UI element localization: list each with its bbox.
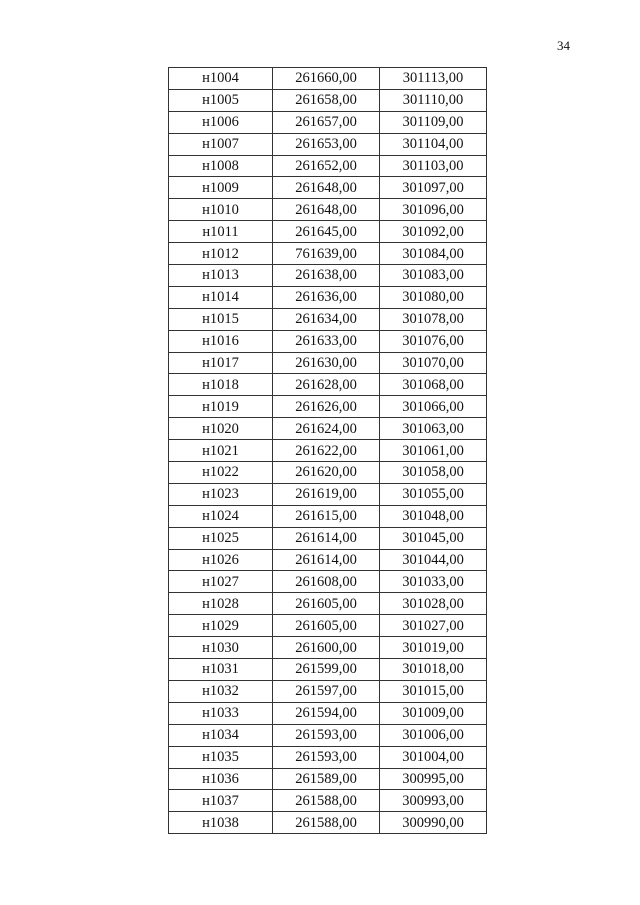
point-id-cell: н1022 <box>169 462 273 484</box>
table-row <box>169 637 487 659</box>
x-coordinate-cell: 261645,00 <box>273 221 380 243</box>
y-coordinate-cell: 301055,00 <box>380 483 487 505</box>
y-coordinate-cell: 301109,00 <box>380 111 487 133</box>
x-coordinate-cell: 261648,00 <box>273 177 380 199</box>
x-coordinate-cell: 261636,00 <box>273 286 380 308</box>
table-row <box>169 790 487 812</box>
y-coordinate-cell: 301092,00 <box>380 221 487 243</box>
point-id-cell: н1009 <box>169 177 273 199</box>
x-coordinate-cell: 261588,00 <box>273 812 380 834</box>
point-id-cell: н1006 <box>169 111 273 133</box>
table-row <box>169 133 487 155</box>
point-id-cell: н1011 <box>169 221 273 243</box>
x-coordinate-cell: 261626,00 <box>273 396 380 418</box>
table-row <box>169 221 487 243</box>
table-row <box>169 265 487 287</box>
table-row <box>169 812 487 834</box>
y-coordinate-cell: 301070,00 <box>380 352 487 374</box>
y-coordinate-cell: 301044,00 <box>380 549 487 571</box>
point-id-cell: н1029 <box>169 615 273 637</box>
table-row <box>169 155 487 177</box>
point-id-cell: н1025 <box>169 527 273 549</box>
table-row <box>169 505 487 527</box>
point-id-cell: н1037 <box>169 790 273 812</box>
x-coordinate-cell: 261638,00 <box>273 265 380 287</box>
x-coordinate-cell: 261624,00 <box>273 418 380 440</box>
x-coordinate-cell: 761639,00 <box>273 243 380 265</box>
point-id-cell: н1026 <box>169 549 273 571</box>
point-id-cell: н1004 <box>169 68 273 90</box>
y-coordinate-cell: 301103,00 <box>380 155 487 177</box>
table-row <box>169 702 487 724</box>
x-coordinate-cell: 261600,00 <box>273 637 380 659</box>
x-coordinate-cell: 261620,00 <box>273 462 380 484</box>
x-coordinate-cell: 261597,00 <box>273 680 380 702</box>
point-id-cell: н1012 <box>169 243 273 265</box>
x-coordinate-cell: 261634,00 <box>273 308 380 330</box>
y-coordinate-cell: 301078,00 <box>380 308 487 330</box>
x-coordinate-cell: 261658,00 <box>273 89 380 111</box>
y-coordinate-cell: 300995,00 <box>380 768 487 790</box>
table-row <box>169 615 487 637</box>
x-coordinate-cell: 261614,00 <box>273 549 380 571</box>
point-id-cell: н1014 <box>169 286 273 308</box>
point-id-cell: н1019 <box>169 396 273 418</box>
y-coordinate-cell: 301009,00 <box>380 702 487 724</box>
table-row <box>169 527 487 549</box>
x-coordinate-cell: 261608,00 <box>273 571 380 593</box>
y-coordinate-cell: 301061,00 <box>380 440 487 462</box>
y-coordinate-cell: 301019,00 <box>380 637 487 659</box>
y-coordinate-cell: 301058,00 <box>380 462 487 484</box>
y-coordinate-cell: 300993,00 <box>380 790 487 812</box>
coordinates-table-body <box>169 68 487 834</box>
x-coordinate-cell: 261657,00 <box>273 111 380 133</box>
point-id-cell: н1016 <box>169 330 273 352</box>
y-coordinate-cell: 301015,00 <box>380 680 487 702</box>
table-row <box>169 724 487 746</box>
table-row <box>169 746 487 768</box>
point-id-cell: н1013 <box>169 265 273 287</box>
page-number: 34 <box>557 38 570 53</box>
point-id-cell: н1018 <box>169 374 273 396</box>
x-coordinate-cell: 261630,00 <box>273 352 380 374</box>
x-coordinate-cell: 261660,00 <box>273 68 380 90</box>
table-row <box>169 68 487 90</box>
x-coordinate-cell: 261628,00 <box>273 374 380 396</box>
y-coordinate-cell: 301027,00 <box>380 615 487 637</box>
point-id-cell: н1023 <box>169 483 273 505</box>
table-row <box>169 680 487 702</box>
point-id-cell: н1034 <box>169 724 273 746</box>
x-coordinate-cell: 261615,00 <box>273 505 380 527</box>
point-id-cell: н1010 <box>169 199 273 221</box>
x-coordinate-cell: 261653,00 <box>273 133 380 155</box>
point-id-cell: н1027 <box>169 571 273 593</box>
point-id-cell: н1021 <box>169 440 273 462</box>
y-coordinate-cell: 301097,00 <box>380 177 487 199</box>
x-coordinate-cell: 261633,00 <box>273 330 380 352</box>
table-row <box>169 396 487 418</box>
point-id-cell: н1008 <box>169 155 273 177</box>
table-row <box>169 659 487 681</box>
point-id-cell: н1032 <box>169 680 273 702</box>
y-coordinate-cell: 301006,00 <box>380 724 487 746</box>
point-id-cell: н1036 <box>169 768 273 790</box>
table-row <box>169 308 487 330</box>
y-coordinate-cell: 301104,00 <box>380 133 487 155</box>
y-coordinate-cell: 301048,00 <box>380 505 487 527</box>
point-id-cell: н1015 <box>169 308 273 330</box>
table-row <box>169 286 487 308</box>
table-row <box>169 593 487 615</box>
y-coordinate-cell: 301018,00 <box>380 659 487 681</box>
x-coordinate-cell: 261593,00 <box>273 746 380 768</box>
x-coordinate-cell: 261589,00 <box>273 768 380 790</box>
y-coordinate-cell: 301068,00 <box>380 374 487 396</box>
y-coordinate-cell: 301063,00 <box>380 418 487 440</box>
y-coordinate-cell: 301083,00 <box>380 265 487 287</box>
table-row <box>169 768 487 790</box>
table-row <box>169 483 487 505</box>
y-coordinate-cell: 301033,00 <box>380 571 487 593</box>
y-coordinate-cell: 301066,00 <box>380 396 487 418</box>
x-coordinate-cell: 261593,00 <box>273 724 380 746</box>
y-coordinate-cell: 301084,00 <box>380 243 487 265</box>
table-row <box>169 330 487 352</box>
x-coordinate-cell: 261619,00 <box>273 483 380 505</box>
y-coordinate-cell: 301045,00 <box>380 527 487 549</box>
y-coordinate-cell: 301113,00 <box>380 68 487 90</box>
x-coordinate-cell: 261599,00 <box>273 659 380 681</box>
y-coordinate-cell: 301080,00 <box>380 286 487 308</box>
point-id-cell: н1007 <box>169 133 273 155</box>
point-id-cell: н1017 <box>169 352 273 374</box>
table-row <box>169 199 487 221</box>
y-coordinate-cell: 301110,00 <box>380 89 487 111</box>
y-coordinate-cell: 301028,00 <box>380 593 487 615</box>
table-row <box>169 243 487 265</box>
point-id-cell: н1030 <box>169 637 273 659</box>
table-row <box>169 111 487 133</box>
x-coordinate-cell: 261594,00 <box>273 702 380 724</box>
y-coordinate-cell: 301076,00 <box>380 330 487 352</box>
x-coordinate-cell: 261588,00 <box>273 790 380 812</box>
x-coordinate-cell: 261652,00 <box>273 155 380 177</box>
x-coordinate-cell: 261605,00 <box>273 593 380 615</box>
x-coordinate-cell: 261622,00 <box>273 440 380 462</box>
point-id-cell: н1005 <box>169 89 273 111</box>
table-row <box>169 418 487 440</box>
table-row <box>169 549 487 571</box>
point-id-cell: н1035 <box>169 746 273 768</box>
table-row <box>169 352 487 374</box>
point-id-cell: н1028 <box>169 593 273 615</box>
y-coordinate-cell: 301004,00 <box>380 746 487 768</box>
table-row <box>169 462 487 484</box>
table-row <box>169 89 487 111</box>
table-row <box>169 571 487 593</box>
x-coordinate-cell: 261614,00 <box>273 527 380 549</box>
x-coordinate-cell: 261648,00 <box>273 199 380 221</box>
x-coordinate-cell: 261605,00 <box>273 615 380 637</box>
point-id-cell: н1031 <box>169 659 273 681</box>
point-id-cell: н1024 <box>169 505 273 527</box>
y-coordinate-cell: 300990,00 <box>380 812 487 834</box>
point-id-cell: н1033 <box>169 702 273 724</box>
point-id-cell: н1038 <box>169 812 273 834</box>
y-coordinate-cell: 301096,00 <box>380 199 487 221</box>
point-id-cell: н1020 <box>169 418 273 440</box>
table-row <box>169 374 487 396</box>
coordinates-table <box>168 67 487 834</box>
table-row <box>169 177 487 199</box>
table-row <box>169 440 487 462</box>
